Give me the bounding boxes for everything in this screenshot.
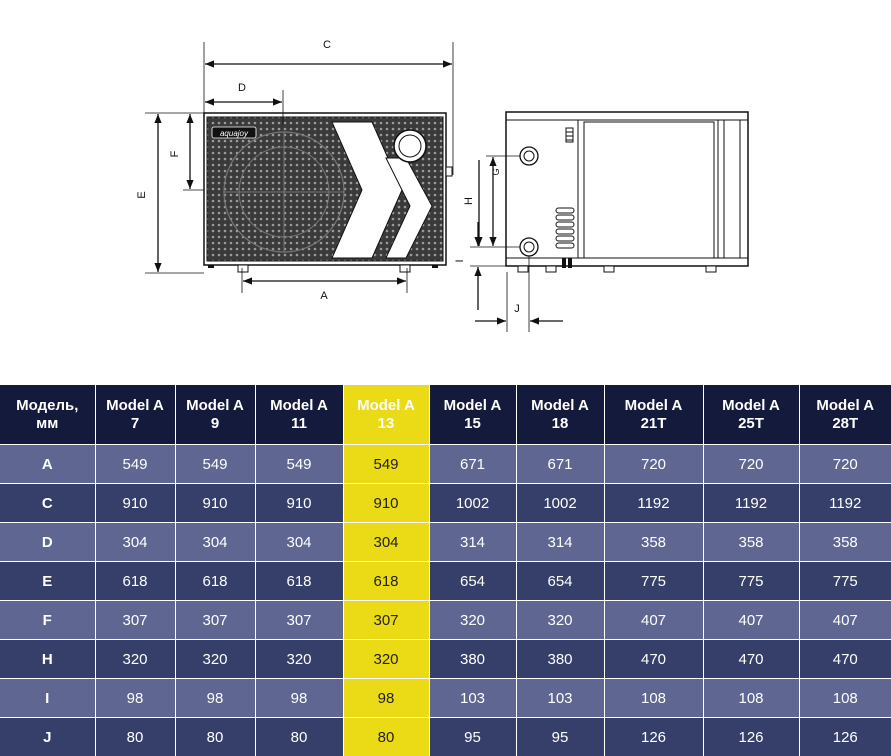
- table-cell: 126: [703, 718, 799, 756]
- table-cell: 910: [255, 484, 343, 523]
- table-row: [0, 445, 891, 484]
- table-cell: 407: [799, 601, 891, 640]
- table-cell: 320: [175, 640, 255, 679]
- table-cell: 98: [255, 679, 343, 718]
- table-cell: 549: [175, 445, 255, 484]
- table-cell: 80: [95, 718, 175, 756]
- table-cell: 618: [175, 562, 255, 601]
- table-cell: 307: [175, 601, 255, 640]
- dim-label-e: E: [136, 191, 148, 198]
- table-cell: 380: [516, 640, 604, 679]
- table-cell: 654: [516, 562, 604, 601]
- table-cell: 1192: [604, 484, 703, 523]
- dim-label-f: F: [169, 150, 181, 157]
- table-cell: 618: [255, 562, 343, 601]
- table-cell: 470: [703, 640, 799, 679]
- table-cell: 95: [516, 718, 604, 756]
- table-cell: 720: [799, 445, 891, 484]
- table-cell: 80: [343, 718, 429, 756]
- table-row: [0, 601, 891, 640]
- table-body: [0, 445, 891, 756]
- table-cell: 910: [175, 484, 255, 523]
- side-view: [506, 112, 748, 272]
- row-label: J: [0, 718, 95, 756]
- model-header: Model A 11: [255, 385, 343, 445]
- table-cell: 358: [799, 523, 891, 562]
- table-cell: 549: [343, 445, 429, 484]
- table-header-row: [0, 385, 891, 445]
- table-cell: 910: [343, 484, 429, 523]
- front-view: [204, 113, 452, 272]
- table-cell: 320: [343, 640, 429, 679]
- table-cell: 407: [604, 601, 703, 640]
- table-cell: 98: [95, 679, 175, 718]
- table-cell: 307: [255, 601, 343, 640]
- table-cell: 320: [516, 601, 604, 640]
- table-row: [0, 562, 891, 601]
- dim-label-h: H: [463, 197, 475, 205]
- row-label: D: [0, 523, 95, 562]
- table-cell: 671: [429, 445, 516, 484]
- table-cell: 618: [95, 562, 175, 601]
- table-cell: 314: [429, 523, 516, 562]
- table-cell: 775: [604, 562, 703, 601]
- table-cell: 671: [516, 445, 604, 484]
- table-cell: 108: [799, 679, 891, 718]
- brand-logo: aquajoy: [220, 129, 249, 138]
- row-label: F: [0, 601, 95, 640]
- row-label: C: [0, 484, 95, 523]
- table-cell: 775: [799, 562, 891, 601]
- table-row: [0, 718, 891, 756]
- table-cell: 126: [604, 718, 703, 756]
- table-cell: 1192: [799, 484, 891, 523]
- table-cell: 98: [343, 679, 429, 718]
- table-cell: 320: [95, 640, 175, 679]
- side-dimension-lines: [475, 157, 563, 321]
- table-cell: 320: [255, 640, 343, 679]
- model-header: Model A 25T: [703, 385, 799, 445]
- table-cell: 470: [799, 640, 891, 679]
- table-cell: 108: [703, 679, 799, 718]
- dim-label-i: I: [454, 259, 466, 262]
- table-cell: 910: [95, 484, 175, 523]
- row-label: E: [0, 562, 95, 601]
- model-header: Model A 28T: [799, 385, 891, 445]
- table-cell: 314: [516, 523, 604, 562]
- dim-label-d: D: [238, 82, 246, 94]
- table-cell: 103: [429, 679, 516, 718]
- table-cell: 358: [604, 523, 703, 562]
- table-cell: 407: [703, 601, 799, 640]
- table-cell: 304: [95, 523, 175, 562]
- table-row: [0, 523, 891, 562]
- table-cell: 1192: [703, 484, 799, 523]
- table-cell: 307: [95, 601, 175, 640]
- table-cell: 108: [604, 679, 703, 718]
- model-header: Model A 9: [175, 385, 255, 445]
- table-cell: 1002: [516, 484, 604, 523]
- dim-label-a: A: [320, 290, 328, 302]
- table-cell: 126: [799, 718, 891, 756]
- table-row: [0, 640, 891, 679]
- model-header: Model A 15: [429, 385, 516, 445]
- table-cell: 549: [95, 445, 175, 484]
- table-cell: 304: [175, 523, 255, 562]
- table-cell: 618: [343, 562, 429, 601]
- model-header: Model A 13: [343, 385, 429, 445]
- table-cell: 304: [255, 523, 343, 562]
- table-cell: 80: [255, 718, 343, 756]
- table-cell: 775: [703, 562, 799, 601]
- table-cell: 720: [604, 445, 703, 484]
- table-row: [0, 484, 891, 523]
- table-cell: 549: [255, 445, 343, 484]
- row-label: I: [0, 679, 95, 718]
- table-cell: 654: [429, 562, 516, 601]
- table-cell: 380: [429, 640, 516, 679]
- table-cell: 470: [604, 640, 703, 679]
- table-cell: 95: [429, 718, 516, 756]
- table-cell: 103: [516, 679, 604, 718]
- table-cell: 320: [429, 601, 516, 640]
- dim-label-c: C: [323, 39, 331, 51]
- table-cell: 304: [343, 523, 429, 562]
- table-cell: 1002: [429, 484, 516, 523]
- table-row: [0, 679, 891, 718]
- table-cell: 80: [175, 718, 255, 756]
- table-cell: 720: [703, 445, 799, 484]
- row-label: A: [0, 445, 95, 484]
- header-label: Модель, мм: [0, 385, 95, 445]
- table-cell: 358: [703, 523, 799, 562]
- table-cell: 98: [175, 679, 255, 718]
- row-label: H: [0, 640, 95, 679]
- model-header: Model A 21T: [604, 385, 703, 445]
- dim-label-g: G: [491, 168, 501, 175]
- spec-table: [0, 385, 891, 756]
- table-cell: 307: [343, 601, 429, 640]
- dim-label-j: J: [514, 303, 520, 315]
- model-header: Model A 7: [95, 385, 175, 445]
- model-header: Model A 18: [516, 385, 604, 445]
